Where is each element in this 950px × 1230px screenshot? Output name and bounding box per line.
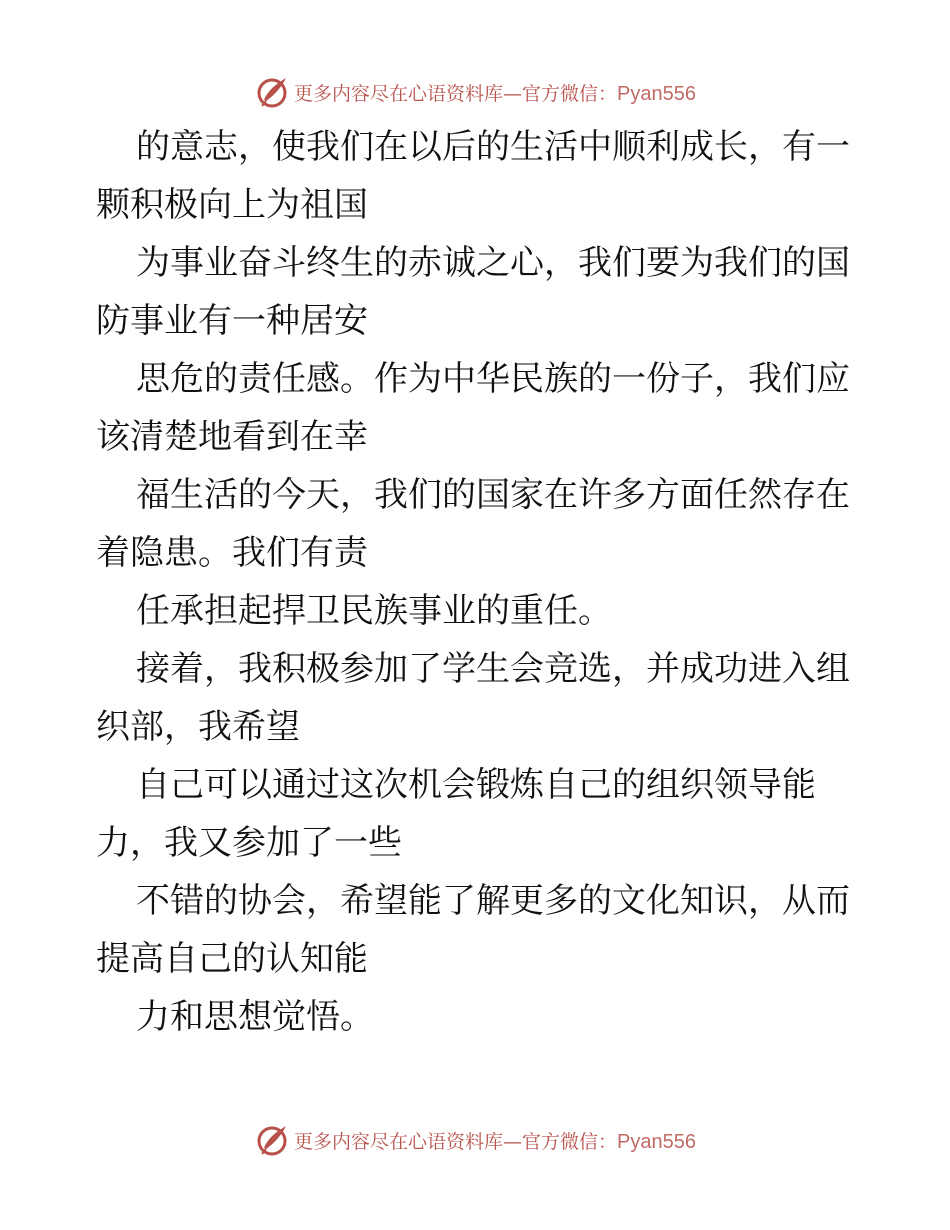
- paragraph: 为事业奋斗终生的赤诚之心，我们要为我们的国防事业有一种居安: [96, 243, 850, 341]
- banner-title: 更多内容尽在心语资料库: [294, 82, 504, 105]
- document-body: [96, 118, 856, 1046]
- paragraph: 的意志，使我们在以后的生活中顺利成长，有一颗积极向上为祖国: [96, 127, 850, 225]
- banner-text: [294, 1127, 696, 1154]
- banner-wechat-id: Pyan556: [617, 1130, 696, 1153]
- header-banner: [0, 72, 950, 112]
- paragraph: 任承担起捍卫民族事业的重任。: [136, 591, 612, 631]
- feather-pen-logo-icon: [254, 1122, 290, 1158]
- banner-wechat-label: 官方微信：: [522, 1130, 618, 1153]
- banner-wechat-label: 官方微信：: [522, 82, 618, 105]
- banner-title: 更多内容尽在心语资料库: [294, 1130, 504, 1153]
- feather-pen-logo-icon: [254, 74, 290, 110]
- paragraph: 不错的协会，希望能了解更多的文化知识，从而提高自己的认知能: [96, 881, 850, 979]
- banner-wechat-id: Pyan556: [617, 82, 696, 105]
- paragraph: 力和思想觉悟。: [136, 997, 374, 1037]
- footer-banner: [0, 1120, 950, 1160]
- banner-text: [294, 79, 696, 106]
- paragraph: 福生活的今天，我们的国家在许多方面任然存在着隐患。我们有责: [96, 475, 850, 573]
- paragraph: 思危的责任感。作为中华民族的一份子，我们应该清楚地看到在幸: [96, 359, 850, 457]
- banner-separator: —: [503, 82, 523, 105]
- paragraph: 自己可以通过这次机会锻炼自己的组织领导能力，我又参加了一些: [96, 765, 816, 863]
- paragraph: 接着，我积极参加了学生会竞选，并成功进入组织部，我希望: [96, 649, 850, 747]
- banner-separator: —: [503, 1130, 523, 1153]
